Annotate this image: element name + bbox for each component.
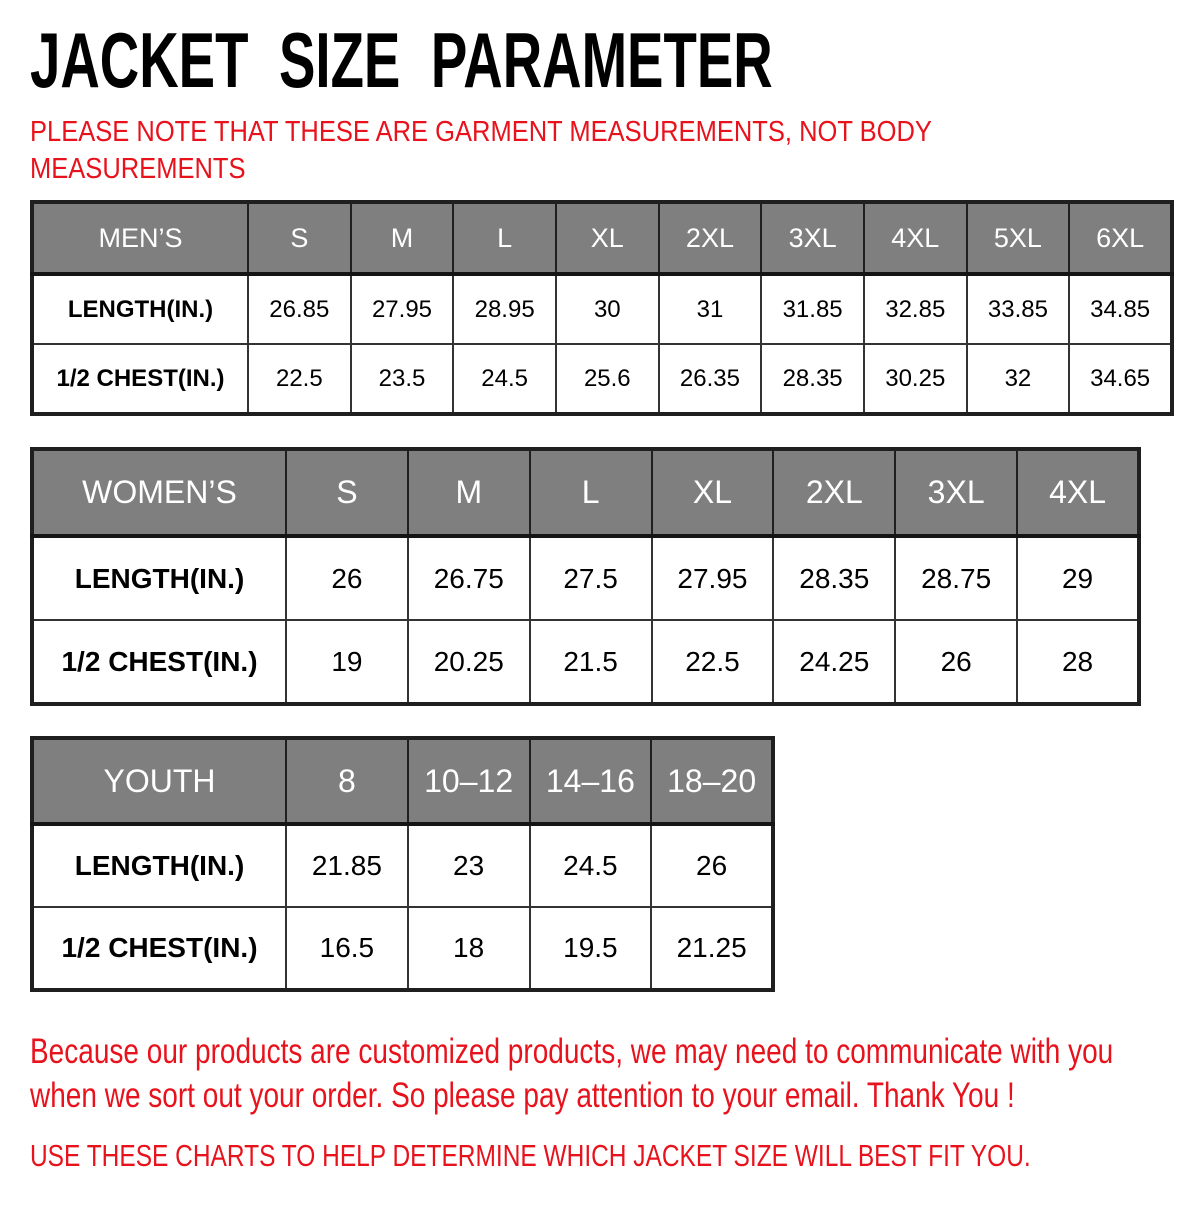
measurement-row-label: LENGTH(IN.) (32, 824, 286, 907)
measurement-value-cell: 33.85 (967, 274, 1070, 344)
size-header-cell: 2XL (773, 449, 895, 536)
size-header-cell: L (453, 202, 556, 274)
size-header-cell: 8 (286, 738, 408, 824)
table-group-label: WOMEN’S (32, 449, 286, 536)
measurement-value-cell: 23 (408, 824, 530, 907)
table-group-label: MEN’S (32, 202, 248, 274)
measurement-value-cell: 26 (286, 536, 408, 620)
table-row (32, 907, 773, 990)
womens-size-table (30, 447, 1141, 706)
size-header-cell: M (408, 449, 530, 536)
mens-size-table (30, 200, 1174, 416)
size-header-cell: 14–16 (530, 738, 652, 824)
measurement-value-cell: 26 (651, 824, 773, 907)
measurement-value-cell: 20.25 (408, 620, 530, 704)
header-row (32, 202, 1172, 274)
measurement-value-cell: 26.85 (248, 274, 351, 344)
measurement-value-cell: 28.75 (895, 536, 1017, 620)
measurement-value-cell: 21.5 (530, 620, 652, 704)
measurement-value-cell: 19 (286, 620, 408, 704)
measurement-value-cell: 32.85 (864, 274, 967, 344)
size-header-cell: XL (652, 449, 774, 536)
note-line-2: MEASUREMENTS (30, 153, 246, 185)
use-charts-caption (30, 1136, 1200, 1176)
size-header-cell: 5XL (967, 202, 1070, 274)
measurement-value-cell: 16.5 (286, 907, 408, 990)
measurement-value-cell: 28 (1017, 620, 1139, 704)
measurement-value-cell: 21.25 (651, 907, 773, 990)
measurement-value-cell: 31 (659, 274, 762, 344)
page-title: JACKET SIZE PARAMETER (30, 16, 773, 104)
measurement-value-cell: 30 (556, 274, 659, 344)
measurement-value-cell: 30.25 (864, 344, 967, 414)
size-header-cell: 3XL (895, 449, 1017, 536)
measurement-value-cell: 26.35 (659, 344, 762, 414)
measurement-value-cell: 27.5 (530, 536, 652, 620)
measurement-value-cell: 24.5 (453, 344, 556, 414)
note-line-1: PLEASE NOTE THAT THESE ARE GARMENT MEASUREMENTS, NOT BODY (30, 116, 932, 148)
measurement-value-cell: 28.35 (773, 536, 895, 620)
measurement-value-cell: 18 (408, 907, 530, 990)
garment-measurements-note (30, 114, 1200, 188)
size-parameter-page (0, 16, 1200, 1222)
measurement-value-cell: 29 (1017, 536, 1139, 620)
size-header-cell: 10–12 (408, 738, 530, 824)
header-row (32, 449, 1139, 536)
size-header-cell: S (248, 202, 351, 274)
measurement-value-cell: 25.6 (556, 344, 659, 414)
measurement-value-cell: 19.5 (530, 907, 652, 990)
measurement-row-label: 1/2 CHEST(IN.) (32, 620, 286, 704)
measurement-row-label: 1/2 CHEST(IN.) (32, 907, 286, 990)
measurement-value-cell: 22.5 (652, 620, 774, 704)
measurement-value-cell: 34.85 (1069, 274, 1172, 344)
measurement-row-label: 1/2 CHEST(IN.) (32, 344, 248, 414)
measurement-row-label: LENGTH(IN.) (32, 536, 286, 620)
table-group-label: YOUTH (32, 738, 286, 824)
size-header-cell: S (286, 449, 408, 536)
measurement-value-cell: 31.85 (761, 274, 864, 344)
table-row (32, 536, 1139, 620)
measurement-value-cell: 21.85 (286, 824, 408, 907)
table-row (32, 620, 1139, 704)
header-row (32, 738, 773, 824)
measurement-value-cell: 28.35 (761, 344, 864, 414)
measurement-value-cell: 26 (895, 620, 1017, 704)
size-header-cell: L (530, 449, 652, 536)
table-row (32, 344, 1172, 414)
table-row (32, 274, 1172, 344)
size-header-cell: 4XL (1017, 449, 1139, 536)
size-header-cell: 2XL (659, 202, 762, 274)
caption-line: USE THESE CHARTS TO HELP DETERMINE WHICH JACKET SIZE WILL BEST FIT YOU. (30, 1138, 1031, 1173)
youth-size-table (30, 736, 775, 992)
measurement-value-cell: 24.5 (530, 824, 652, 907)
measurement-value-cell: 26.75 (408, 536, 530, 620)
measurement-value-cell: 27.95 (351, 274, 454, 344)
notice-line-1: Because our products are customized products, we may need to communicate with you (30, 1032, 1114, 1071)
size-header-cell: 18–20 (651, 738, 773, 824)
size-header-cell: XL (556, 202, 659, 274)
size-header-cell: M (351, 202, 454, 274)
size-header-cell: 4XL (864, 202, 967, 274)
notice-line-2: when we sort out your order. So please pay attention to your email. Thank You ! (30, 1076, 1015, 1115)
customized-products-notice (30, 1030, 1200, 1118)
measurement-value-cell: 24.25 (773, 620, 895, 704)
measurement-value-cell: 27.95 (652, 536, 774, 620)
measurement-value-cell: 34.65 (1069, 344, 1172, 414)
measurement-row-label: LENGTH(IN.) (32, 274, 248, 344)
measurement-value-cell: 28.95 (453, 274, 556, 344)
measurement-value-cell: 22.5 (248, 344, 351, 414)
table-row (32, 824, 773, 907)
size-header-cell: 6XL (1069, 202, 1172, 274)
measurement-value-cell: 23.5 (351, 344, 454, 414)
measurement-value-cell: 32 (967, 344, 1070, 414)
size-header-cell: 3XL (761, 202, 864, 274)
